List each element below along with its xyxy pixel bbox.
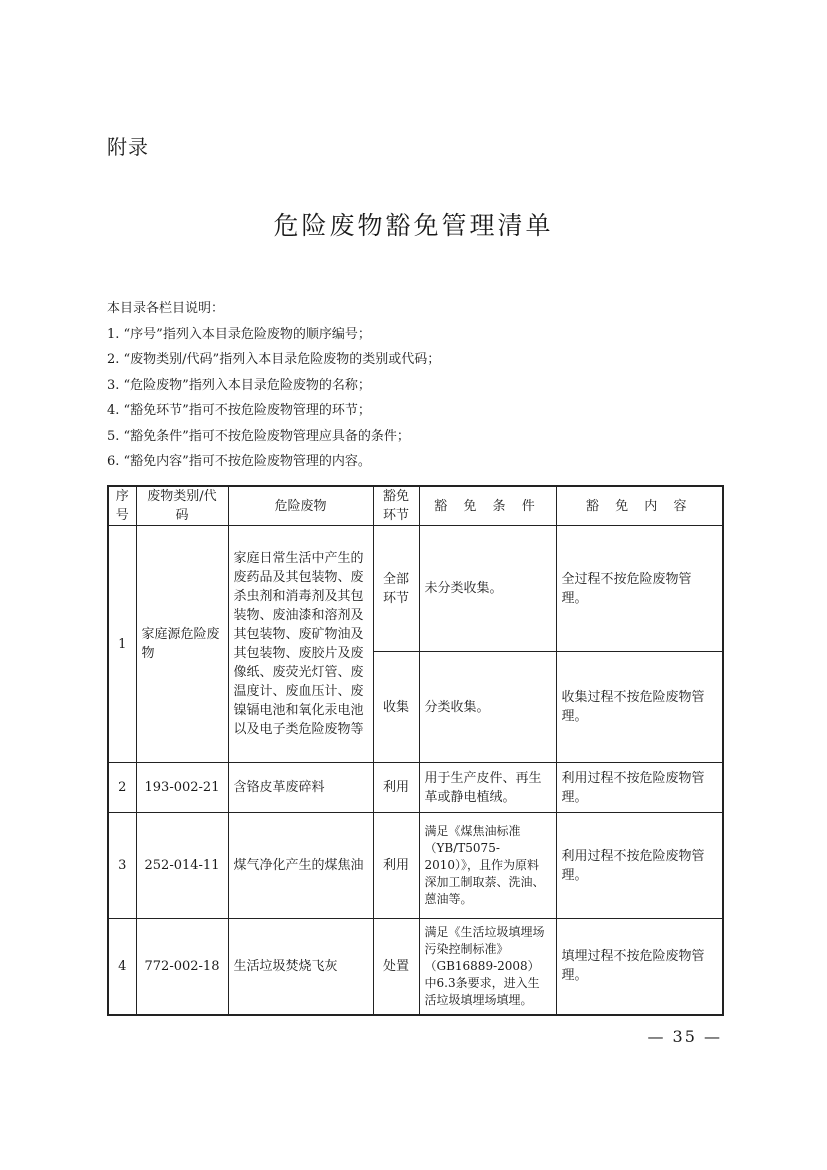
cell-waste: 家庭日常生活中产生的废药品及其包装物、废杀虫剂和消毒剂及其包装物、废油漆和溶剂及其包装物、废矿物油及其包装物、废胶片及废像纸、废荧光灯管、废温度计、废血压计、废镍镉电池和氧化汞电池以及电子类危险废物等 <box>228 526 373 763</box>
header-category: 废物类别/代码 <box>136 486 228 526</box>
cell-condition: 满足《生活垃圾填埋场污染控制标准》（GB16889-2008）中6.3条要求，进入生活垃圾填埋场填埋。 <box>419 919 556 1015</box>
cell-waste: 生活垃圾焚烧飞灰 <box>228 919 373 1015</box>
cell-no: 1 <box>108 526 136 763</box>
page-number: — 35 — <box>647 1027 722 1046</box>
cell-category: 193-002-21 <box>136 763 228 813</box>
note-item: 5. “豁免条件”指可不按危险废物管理应具备的条件； <box>107 428 410 444</box>
note-item: 3. “危险废物”指列入本目录危险废物的名称； <box>107 377 371 393</box>
header-content: 豁 免 内 容 <box>556 486 723 526</box>
header-waste: 危险废物 <box>228 486 373 526</box>
cell-content: 填埋过程不按危险废物管理。 <box>556 919 723 1015</box>
header-stage: 豁免环节 <box>373 486 419 526</box>
cell-category: 772-002-18 <box>136 919 228 1015</box>
cell-waste: 煤气净化产生的煤焦油 <box>228 813 373 919</box>
note-item: 1. “序号”指列入本目录危险废物的顺序编号； <box>107 326 371 342</box>
cell-category: 252-014-11 <box>136 813 228 919</box>
notes-intro: 本目录各栏目说明： <box>107 301 225 316</box>
cell-condition: 满足《煤焦油标准（YB/T5075-2010）》，且作为原料深加工制取萘、洗油、蒽油等。 <box>419 813 556 919</box>
note-item: 6. “豁免内容”指可不按危险废物管理的内容。 <box>107 454 371 469</box>
cell-stage: 处置 <box>373 919 419 1015</box>
table-header-row <box>108 486 723 526</box>
cell-stage: 利用 <box>373 813 419 919</box>
column-notes <box>107 296 727 475</box>
cell-stage: 利用 <box>373 763 419 813</box>
table-row <box>108 813 723 919</box>
note-item: 2. “废物类别/代码”指列入本目录危险废物的类别或代码； <box>107 352 441 367</box>
cell-stage: 收集 <box>373 652 419 763</box>
table-row <box>108 919 723 1015</box>
header-condition: 豁 免 条 件 <box>419 486 556 526</box>
cell-content: 全过程不按危险废物管理。 <box>556 526 723 652</box>
table-row <box>108 526 723 652</box>
cell-content: 收集过程不按危险废物管理。 <box>556 652 723 763</box>
note-item: 4. “豁免环节”指可不按危险废物管理的环节； <box>107 403 371 418</box>
cell-condition: 用于生产皮件、再生革或静电植绒。 <box>419 763 556 813</box>
cell-no: 3 <box>108 813 136 919</box>
document-title: 危险废物豁免管理清单 <box>273 211 554 240</box>
cell-stage: 全部环节 <box>373 526 419 652</box>
cell-condition: 未分类收集。 <box>419 526 556 652</box>
cell-category: 家庭源危险废物 <box>136 526 228 763</box>
cell-no: 4 <box>108 919 136 1015</box>
appendix-label: 附录 <box>107 135 149 159</box>
cell-content: 利用过程不按危险废物管理。 <box>556 763 723 813</box>
table-row <box>108 763 723 813</box>
cell-no: 2 <box>108 763 136 813</box>
header-no: 序号 <box>108 486 136 526</box>
cell-condition: 分类收集。 <box>419 652 556 763</box>
cell-waste: 含铬皮革废碎料 <box>228 763 373 813</box>
cell-content: 利用过程不按危险废物管理。 <box>556 813 723 919</box>
exemption-table <box>107 485 724 1016</box>
